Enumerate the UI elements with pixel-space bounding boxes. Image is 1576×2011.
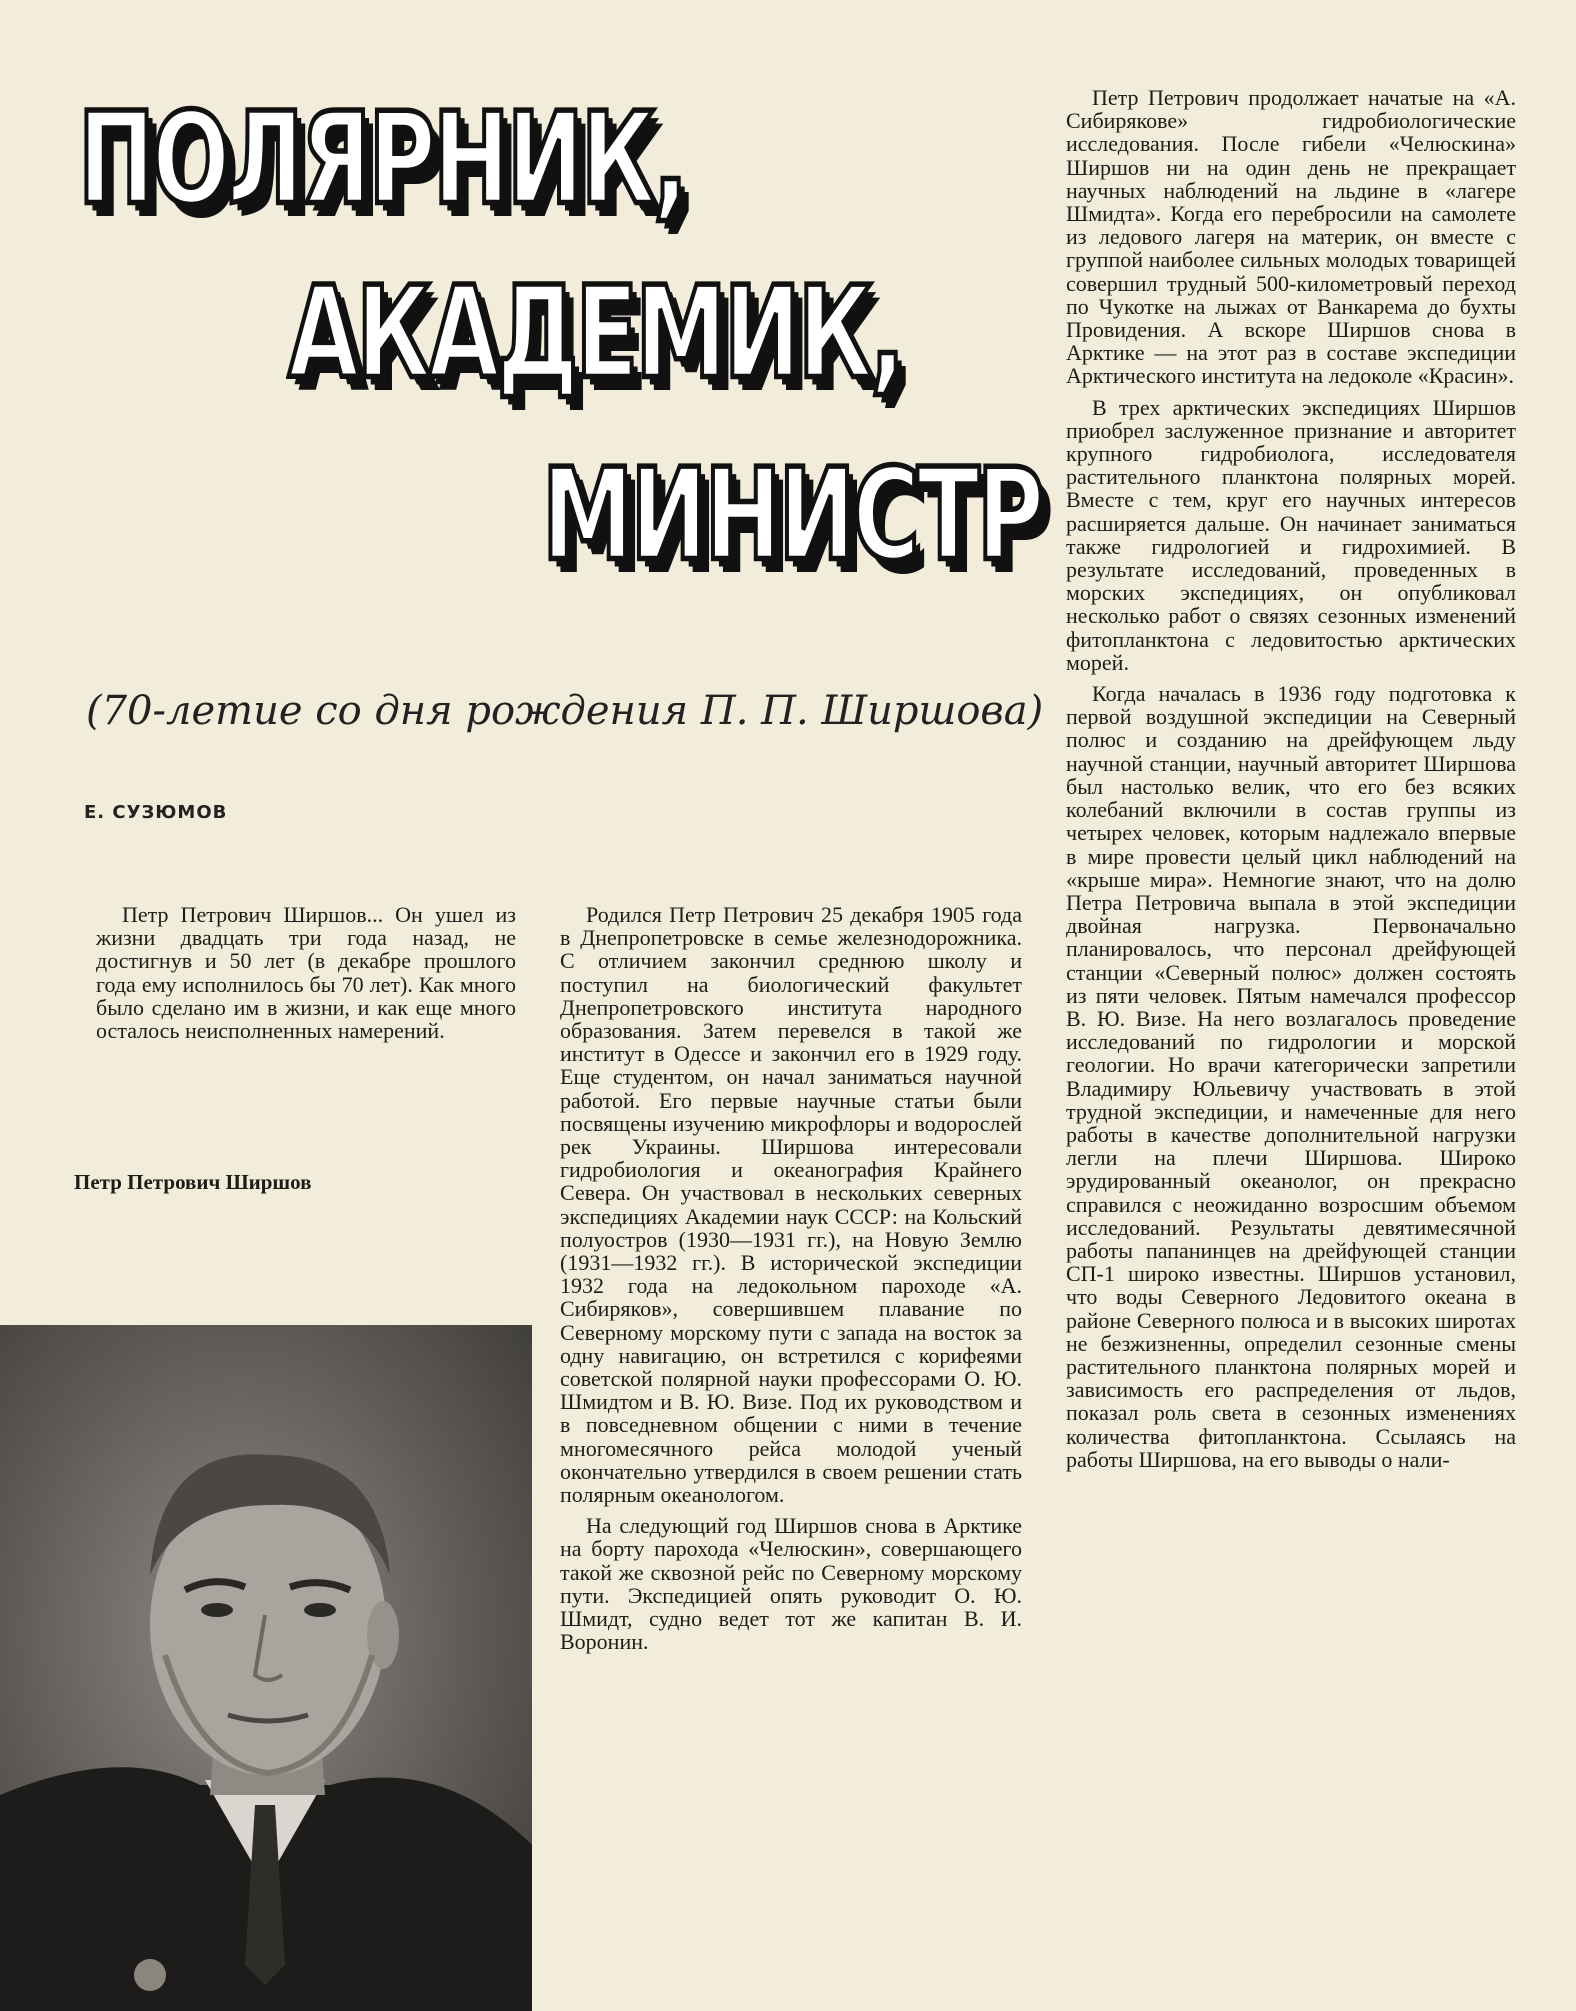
portrait-illustration bbox=[0, 1325, 532, 2011]
column-right-paragraph-3: Когда началась в 1936 году подготовка к первой воздушной экспедиции на Северный полюс и созданию на дрейфующем льду научной станции, научный авторитет Ширшова был настолько велик, что его без всяких колебаний включили в состав группы из четырех человек, которым надлежало впервые в мире провести целый цикл наблюдений на «крыше мира». Немногие знают, что на долю Петра Петровича выпала в этой экспедиции двойная нагрузка. Первоначально планировалось, что персонал дрейфующей станции «Северный полюс» должен состоять из пяти человек. Пятым намечался профессор В. Ю. Визе. На него возлагалось проведение исследований по гидрологии и морской геологии. Но врачи категорически запретили Владимиру Юльевичу участвовать в этой трудной экспедиции, и намеченные для него работы в качестве дополнительной нагрузки легли на плечи Ширшова. Широко эрудированный океанолог, он прекрасно справился с неожиданно возросшим объемом исследований. Результаты девятимесячной работы папанинцев на дрейфующей станции СП-1 широко известны. Ширшов установил, что воды Северного Ледовитого океана в районе Северного полюса и в высоких широтах не безжизненны, определил сезонные смены растительного планктона полярных морей и зависимость его распределения от льдов, показал роль света в сезонных изменениях количества фитопланктона. Ссылаясь на работы Ширшова, на его выводы о нали- bbox=[1066, 681, 1516, 1472]
title-line-polar-explorer: ПОЛЯРНИК, bbox=[78, 84, 686, 233]
column-middle-paragraph-1: Родился Петр Петрович 25 декабря 1905 года в Днепропетровске в семье железнодорожника. С отличием закончил среднюю школу и поступил на биологический факультет Днепропетровского института народного образования. Затем перевелся в такой же институт в Одессе и закончил его в 1929 году. Еще студентом, он начал заниматься научной работой. Его первые научные статьи были посвящены изучению микрофлоры и водорослей рек Украины. Ширшова интересовали гидробиология и океанография Крайнего Севера. Он участвовал в нескольких северных экспедициях Академии наук СССР: на Кольский полуостров (1930—1931 гг.), на Новую Землю (1931—1932 гг.). В исторической экспедиции 1932 года на ледокольном пароходе «А. Сибиряков», совершившем плавание по Северному морскому пути с запада на восток за одну навигацию, он встретился с корифеями советской полярной науки профессорами О. Ю. Шмидтом и В. Ю. Визе. Под их руководством и в повседневном общении с ними в течение многомесячного рейса молодой ученый окончательно утвердился в своем решении стать полярным океанологом. bbox=[560, 902, 1022, 1508]
article-column-right bbox=[1066, 86, 1516, 1471]
lead-paragraph-block bbox=[96, 903, 516, 1042]
lead-paragraph: Петр Петрович Ширшов... Он ушел из жизни двадцать три года назад, не достигнув и 50 лет (в декабре прошлого года ему исполнилось бы 70 лет). Как много было сделано им в жизни, и как еще много осталось неисполненных намерений. bbox=[96, 902, 516, 1044]
column-right-paragraph-1: Петр Петрович продолжает начатые на «А. Сибирякове» гидробиологические исследования. После гибели «Челюскина» Ширшов ни на один день не прекращает научных наблюдений на льдине в «лагере Шмидта». Когда его перебросили на самолете из ледового лагеря на материк, он вместе с группой наиболее сильных молодых товарищей совершил трудный 500-километровый переход по Чукотке на лыжах от Ванкарема до бухты Провидения. А вскоре Ширшов снова в Арктике — на этот раз в составе экспедиции Арктического института на ледоколе «Красин». bbox=[1066, 85, 1516, 389]
column-middle-paragraph-2: На следующий год Ширшов снова в Арктике на борту парохода «Челюскин», совершающего такой же сквозной рейс по Северному морскому пути. Экспедицией опять руководит О. Ю. Шмидт, судно ведет тот же капитан В. И. Воронин. bbox=[560, 1513, 1022, 1655]
portrait-photo bbox=[0, 1325, 532, 2011]
column-right-paragraph-2: В трех арктических экспедициях Ширшов приобрел заслуженное признание и авторитет крупного гидробиолога, исследователя растительного планктона полярных морей. Вместе с тем, круг его научных интересов расширяется дальше. Он начинает заниматься также гидрологией и гидрохимией. В результате исследований, проведенных в морских экспедициях, он опубликовал несколько работ о связях сезонных изменений фитопланктона с ледовитостью арктических морей. bbox=[1066, 394, 1516, 675]
title-line-academician: АКАДЕМИК, bbox=[288, 258, 903, 407]
title-line-minister: МИНИСТР bbox=[542, 440, 1042, 589]
article-column-middle bbox=[560, 903, 1022, 1654]
article-subtitle: (70-летие со дня рождения П. П. Ширшова) bbox=[86, 688, 1044, 734]
photo-caption: Петр Петрович Ширшов bbox=[74, 1170, 312, 1194]
author-byline: Е. СУЗЮМОВ bbox=[84, 802, 228, 823]
